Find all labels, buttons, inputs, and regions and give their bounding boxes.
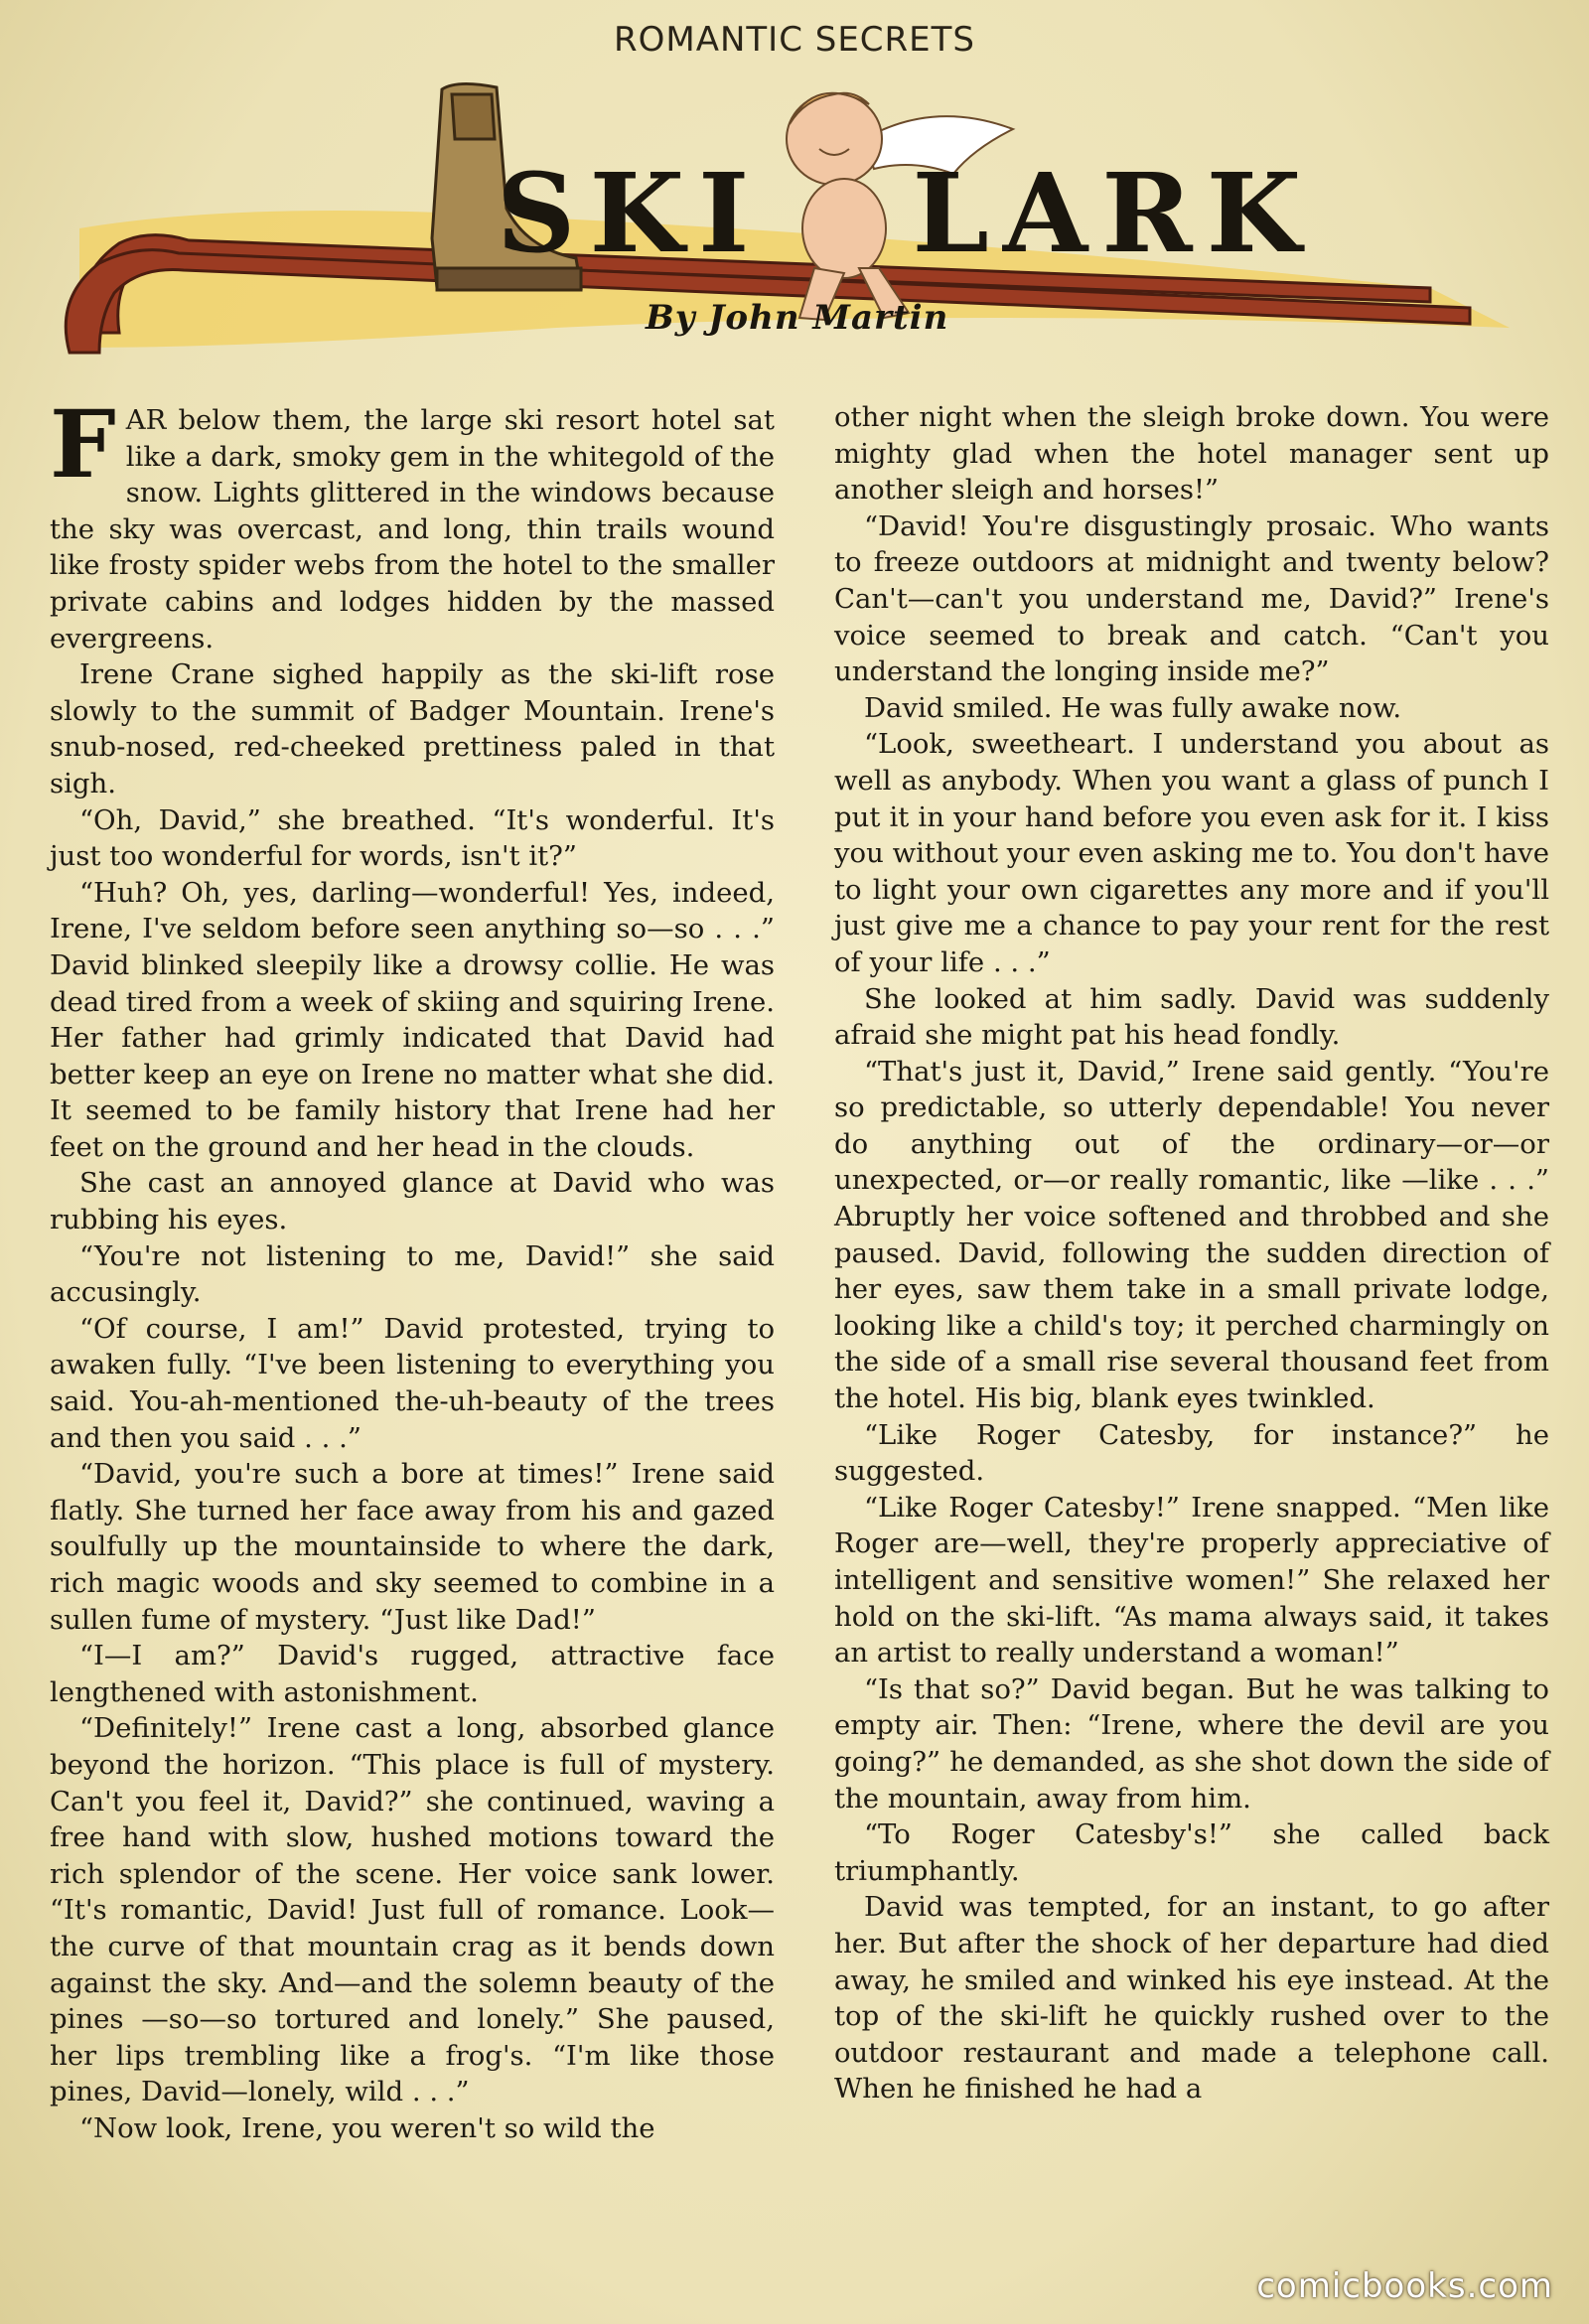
magazine-title: ROMANTIC SECRETS	[613, 20, 976, 60]
paragraph: “Like Roger Catesby, for instance?” he suggested.	[834, 1418, 1549, 1488]
paragraph: “David, you're such a bore at times!” Irene said flatly. She turned her face away from his and gazed soulfully up the mountainside to where the dark, rich magic woods and sky seemed to combine in a sullen fume of mystery. “Just like Dad!”	[50, 1458, 775, 1636]
paragraph: “To Roger Catesby's!” she called back triumphantly.	[834, 1818, 1549, 1887]
paragraph: “Of course, I am!” David protested, trying to awaken fully. “I've been listening to everything you said. You-ah-mentioned the-uh-beauty of the trees and then you said . . .”	[50, 1312, 775, 1454]
paragraph: “David! You're disgustingly prosaic. Who wants to freeze outdoors at midnight and twenty below? Can't—can't you understand me, David?” Irene's voice seemed to break and catch. “Can't you understand the longing inside me?”	[834, 509, 1549, 688]
paragraph: “Look, sweetheart. I understand you about as well as anybody. When you want a glass of punch I put it in your hand before you even ask for it. I kiss you without your even asking me to. You don't have to light your own cigarettes any more and if you'll just give me a chance to pay your rent for the rest of your life . . .”	[834, 728, 1549, 978]
paragraph: “Now look, Irene, you weren't so wild the	[79, 2111, 655, 2144]
drop-cap: F	[50, 390, 116, 500]
paragraph: “I—I am?” David's rugged, attractive face lengthened with astonishment.	[50, 1640, 775, 1708]
story-title	[497, 149, 1315, 277]
text-column-left	[50, 390, 775, 2147]
story-byline: By John Martin	[646, 298, 949, 338]
paragraph: She looked at him sadly. David was suddenly afraid she might pat his head fondly.	[834, 982, 1549, 1052]
watermark: comicbooks.com	[1256, 2266, 1553, 2306]
paragraph: FAR below them, the large ski resort hotel sat like a dark, smoky gem in the whitegold of the snow. Lights glittered in the windows because the sky was overcast, and long, thin trails wound like frosty spider webs from the hotel to the smaller private cabins and lodges hidden by the massed evergreens.	[50, 390, 775, 654]
story-title-part2: LARK	[912, 149, 1316, 277]
paragraph: She cast an annoyed glance at David who was rubbing his eyes.	[50, 1167, 775, 1236]
paragraph: other night when the sleigh broke down. You were mighty glad when the hotel manager sent up another sleigh and horses!”	[834, 401, 1549, 507]
paragraph: David smiled. He was fully awake now.	[864, 691, 1402, 724]
paragraph: David was tempted, for an instant, to go after her. But after the shock of her departure had died away, he smiled and winked his eye instead. At the top of the ski-lift he quickly rushed over to the outdoor restaurant and made a telephone call. When he finished he had a	[834, 1891, 1549, 2106]
paragraph: “Is that so?” David began. But he was talking to empty air. Then: “Irene, where the devil are you going?” he demanded, as she shot down the side of the mountain, away from him.	[834, 1672, 1549, 1815]
paragraph: Irene Crane sighed happily as the ski-lift rose slowly to the summit of Badger Mountain. Irene's snub-nosed, red-cheeked prettiness paled in that sigh.	[50, 658, 775, 799]
paragraph: “Definitely!” Irene cast a long, absorbed glance beyond the horizon. “This place is full of mystery. Can't you feel it, David?” she continued, waving a free hand with slow, hushed motions toward the rich splendor of the scene. Her voice sank lower. “It's romantic, David! Just full of romance. Look—the curve of that mountain crag as it bends down against the sky. And—and the solemn beauty of the pines —so—so tortured and lonely.” She paused, her lips trembling like a frog's. “I'm like those pines, David—lonely, wild . . .”	[50, 1712, 775, 2108]
paragraph: “That's just it, David,” Irene said gently. “You're so predictable, so utterly dependable! You never do anything out of the ordinary—or—or unexpected, or—or really romantic, like —like . . .” Abruptly her voice softened and throbbed and she paused. David, following the sudden direction of her eyes, saw them take in a small private lodge, looking like a child's toy; it perched charmingly on the side of a small rise several thousand feet from the hotel. His big, blank eyes twinkled.	[834, 1055, 1549, 1415]
paragraph: “You're not listening to me, David!” she said accusingly.	[50, 1239, 775, 1309]
story-title-part1: SKI	[497, 149, 764, 277]
text-column-right	[834, 399, 1549, 2107]
paragraph: “Like Roger Catesby!” Irene snapped. “Men like Roger are—well, they're properly appreciative of intelligent and sensitive women!” She relaxed her hold on the ski-lift. “As mama always said, it takes an artist to really understand a woman!”	[834, 1491, 1549, 1670]
paragraph: “Huh? Oh, yes, darling—wonderful! Yes, indeed, Irene, I've seldom before seen anything so—so . . .” David blinked sleepily like a drowsy collie. He was dead tired from a week of skiing and squiring Irene. Her father had grimly indicated that David had better keep an eye on Irene no matter what she did. It seemed to be family history that Irene had her feet on the ground and her head in the clouds.	[50, 876, 775, 1163]
paragraph: “Oh, David,” she breathed. “It's wonderful. It's just too wonderful for words, isn't it?”	[50, 803, 775, 873]
